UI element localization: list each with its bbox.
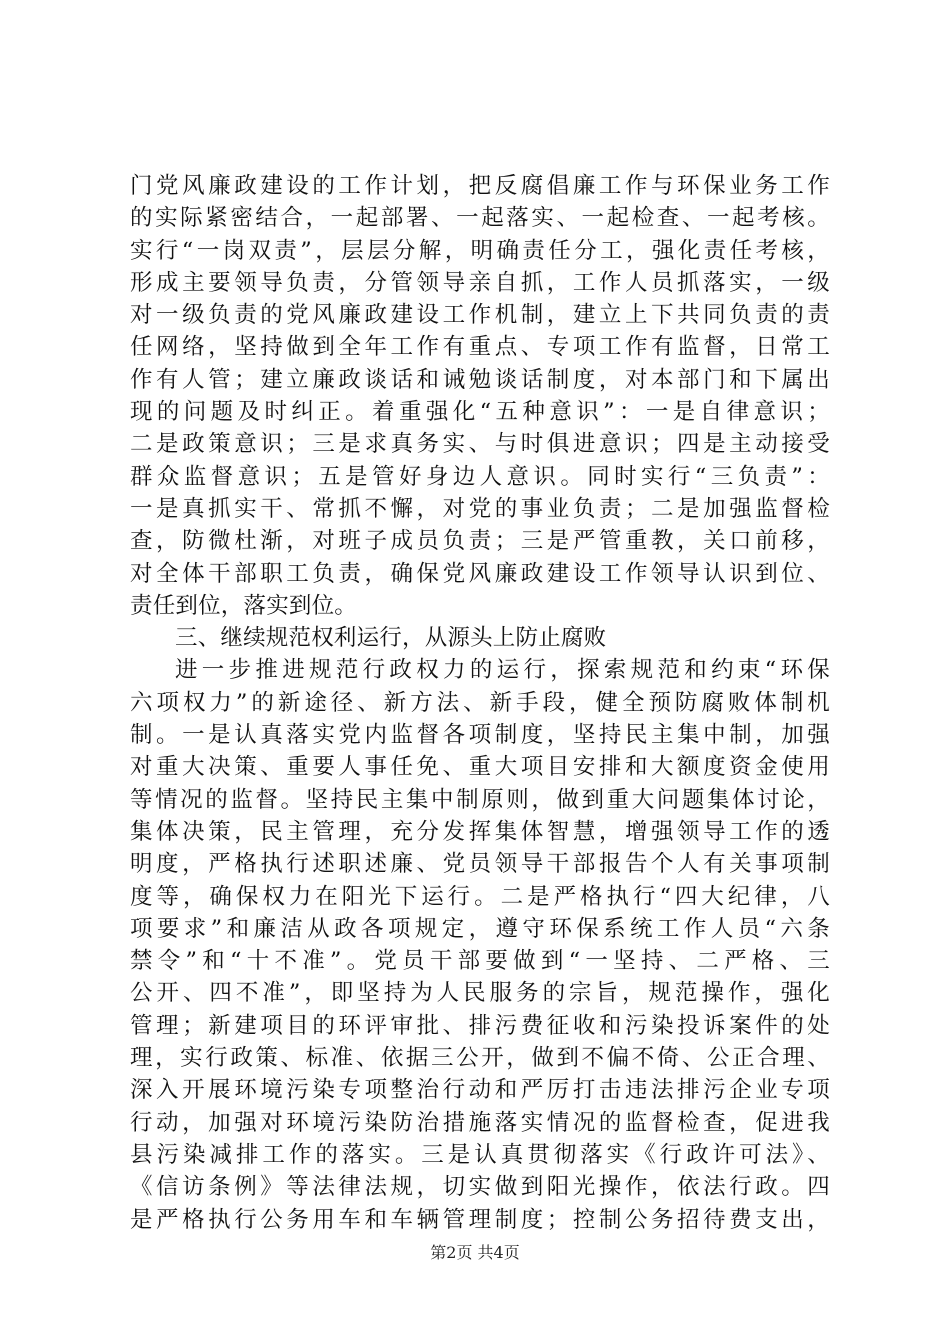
text-line: 门党风廉政建设的工作计划，把反腐倡廉工作与环保业务工作 xyxy=(130,173,830,199)
text-line: 查，防微杜渐，对班子成员负责；三是严管重教，关口前移， xyxy=(130,528,830,555)
text-line: 理，实行政策、标准、依据三公开，做到不偏不倚、公正合理、 xyxy=(130,1045,830,1072)
text-line: 任网络，坚持做到全年工作有重点、专项工作有监督，日常工 xyxy=(130,334,830,361)
text-line: 制。一是认真落实党内监督各项制度，坚持民主集中制，加强 xyxy=(130,722,830,749)
page-footer: 第2页 共4页 xyxy=(430,1243,520,1262)
text-line: 行动，加强对环境污染防治措施落实情况的监督检查，促进我 xyxy=(130,1109,830,1136)
text-line: 《信访条例》等法律法规，切实做到阳光操作，依法行政。四 xyxy=(130,1174,830,1201)
text-line: 集体决策，民主管理，充分发挥集体智慧，增强领导工作的透 xyxy=(130,818,830,845)
text-line: 明度，严格执行述职述廉、党员领导干部报告个人有关事项制 xyxy=(130,851,830,878)
text-line: 管理；新建项目的环评审批、排污费征收和污染投诉案件的处 xyxy=(130,1012,830,1039)
text-line: 实行“一岗双责”，层层分解，明确责任分工，强化责任考核， xyxy=(130,237,830,264)
text-line: 禁令”和“十不准”。党员干部要做到“一坚持、二严格、三 xyxy=(130,948,830,975)
text-line: 县污染减排工作的落实。三是认真贯彻落实《行政许可法》、 xyxy=(130,1141,830,1168)
text-line: 形成主要领导负责，分管领导亲自抓，工作人员抓落实，一级 xyxy=(130,269,830,296)
section-heading: 三、继续规范权利运行，从源头上防止腐败 xyxy=(175,625,607,652)
text-line: 二是政策意识；三是求真务实、与时俱进意识；四是主动接受 xyxy=(130,431,830,458)
text-line: 对全体干部职工负责，确保党风廉政建设工作领导认识到位、 xyxy=(130,560,830,587)
text-line: 深入开展环境污染专项整治行动和严厉打击违法排污企业专项 xyxy=(130,1077,830,1104)
text-line: 作有人管；建立廉政谈话和诫勉谈话制度，对本部门和下属出 xyxy=(130,366,830,393)
text-line: 一是真抓实干、常抓不懈，对党的事业负责；二是加强监督检 xyxy=(130,495,830,522)
text-line: 现的问题及时纠正。着重强化“五种意识”：一是自律意识； xyxy=(130,399,830,426)
text-line: 六项权力”的新途径、新方法、新手段，健全预防腐败体制机 xyxy=(130,689,830,716)
text-line: 的实际紧密结合，一起部署、一起落实、一起检查、一起考核。 xyxy=(130,205,830,232)
text-line: 对一级负责的党风廉政建设工作机制，建立上下共同负责的责 xyxy=(130,302,830,329)
text-line: 是严格执行公务用车和车辆管理制度；控制公务招待费支出， xyxy=(130,1206,830,1233)
text-line: 进一步推进规范行政权力的运行，探索规范和约束“环保 xyxy=(175,657,830,684)
text-line: 公开、四不准”，即坚持为人民服务的宗旨，规范操作，强化 xyxy=(130,980,830,1007)
text-line: 度等，确保权力在阳光下运行。二是严格执行“四大纪律，八 xyxy=(130,883,830,910)
text-line: 等情况的监督。坚持民主集中制原则，做到重大问题集体讨论， xyxy=(130,786,830,813)
text-line: 群众监督意识；五是管好身边人意识。同时实行“三负责”： xyxy=(130,463,830,490)
text-line: 对重大决策、重要人事任免、重大项目安排和大额度资金使用 xyxy=(130,754,830,781)
document-body xyxy=(130,170,830,1236)
text-line: 项要求”和廉洁从政各项规定，遵守环保系统工作人员“六条 xyxy=(130,915,830,942)
text-line: 责任到位，落实到位。 xyxy=(130,592,358,619)
